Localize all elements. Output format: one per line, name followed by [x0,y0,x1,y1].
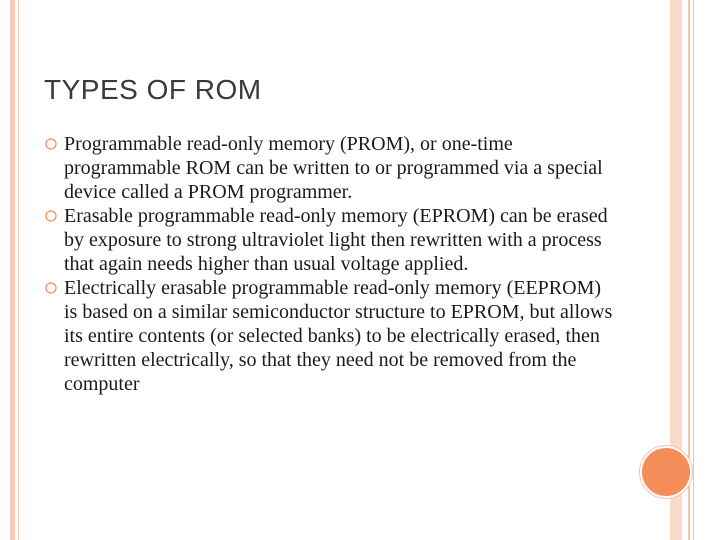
left-border-thin [18,0,19,540]
bullet-item-eeprom [44,276,614,396]
open-circle-bullet-icon [44,137,58,151]
bullet-text: Programmable read-only memory (PROM), or one-time programmable ROM can be written to or programmed via a special device called a PROM programmer. [64,133,603,203]
decorative-circle [640,446,692,498]
left-border-thick [10,0,15,540]
bullet-item-prom [44,132,614,204]
slide-title: TYPES OF ROM [44,74,262,105]
bullet-list [44,132,614,396]
bullet-text: Electrically erasable programmable read-only memory (EEPROM) is based on a similar semiconductor structure to EPROM, but allows its entire contents (or selected banks) to be electrically erased, then rewritten electrically, so that they need not be removed from the computer [64,277,613,395]
bullet-item-eprom [44,204,614,276]
right-border-line-thin [693,0,694,540]
open-circle-bullet-icon [44,209,58,223]
open-circle-bullet-icon [44,281,58,295]
bullet-text: Erasable programmable read-only memory (EPROM) can be erased by exposure to strong ultraviolet light then rewritten with a process that again needs higher than usual voltage applied. [64,205,608,275]
